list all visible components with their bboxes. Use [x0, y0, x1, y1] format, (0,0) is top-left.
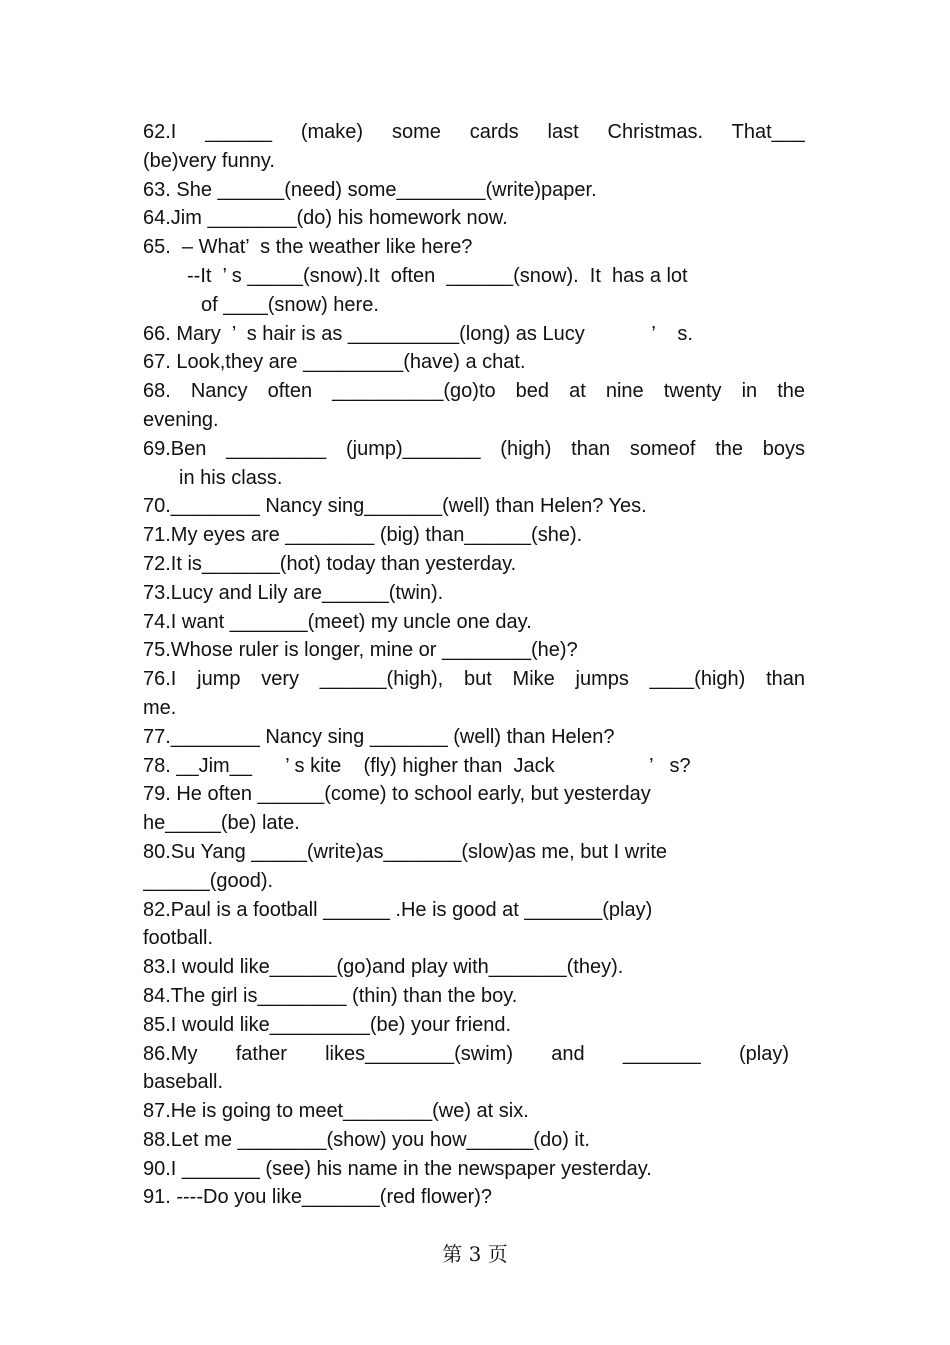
- exercise-line: 75.Whose ruler is longer, mine or ________(he)?: [143, 639, 578, 662]
- exercise-line: he_____(be) late.: [143, 812, 300, 835]
- exercise-list: [143, 118, 805, 1212]
- exercise-line: football.: [143, 927, 214, 950]
- exercise-line: 73.Lucy and Lily are______(twin).: [143, 581, 444, 604]
- exercise-line: 80.Su Yang _____(write)as_______(slow)as me, but I write: [143, 840, 667, 863]
- exercise-line: 82.Paul is a football ______ .He is good at _______(play): [143, 898, 653, 921]
- exercise-line: 74.I want _______(meet) my uncle one day.: [143, 610, 532, 633]
- exercise-line: 90.I _______ (see) his name in the newspaper yesterday.: [143, 1157, 652, 1180]
- exercise-line: 88.Let me ________(show) you how______(do) it.: [143, 1128, 590, 1151]
- exercise-line: 64.Jim ________(do) his homework now.: [143, 207, 508, 230]
- exercise-line: 62.I ______ (make) some cards last Christmas. That___: [143, 121, 805, 143]
- exercise-line: 84.The girl is________ (thin) than the boy.: [143, 984, 518, 1007]
- exercise-line: 67. Look,they are _________(have) a chat.: [143, 351, 526, 374]
- exercise-line: 85.I would like_________(be) your friend.: [143, 1013, 512, 1036]
- exercise-line: 91. ----Do you like_______(red flower)?: [143, 1186, 493, 1209]
- exercise-line: 78. __Jim__ ’ s kite (fly) higher than Jack ’ s?: [143, 754, 691, 777]
- exercise-line: 63. She ______(need) some________(write)paper.: [143, 178, 597, 201]
- page-number: 第 3 页: [442, 1242, 508, 1266]
- exercise-line: 79. He often ______(come) to school early, but yesterday: [143, 783, 651, 806]
- exercise-line: 69.Ben _________ (jump)_______ (high) than someof the boys: [143, 437, 805, 460]
- exercise-line: 71.My eyes are ________ (big) than______(she).: [143, 524, 583, 547]
- exercise-line: 77.________ Nancy sing _______ (well) than Helen?: [143, 725, 615, 748]
- exercise-line: 70.________ Nancy sing_______(well) than Helen? Yes.: [143, 495, 647, 518]
- exercise-line: 87.He is going to meet________(we) at six.: [143, 1100, 529, 1123]
- exercise-line: 65. – What’ s the weather like here?: [143, 236, 473, 259]
- exercise-line: 83.I would like______(go)and play with_______(they).: [143, 956, 624, 979]
- exercise-line: in his class.: [179, 466, 283, 489]
- exercise-line: 76.I jump very ______(high), but Mike jumps ____(high) than: [143, 668, 805, 691]
- exercise-line: 68. Nancy often __________(go)to bed at nine twenty in the: [143, 380, 805, 403]
- exercise-line: (be)very funny.: [143, 149, 275, 172]
- exercise-line: ______(good).: [143, 869, 274, 892]
- exercise-line: me.: [143, 696, 177, 719]
- exercise-line: evening.: [143, 408, 219, 431]
- exercise-line: 66. Mary ’ s hair is as __________(long) as Lucy ’ s.: [143, 322, 693, 345]
- exercise-line: 86.My father likes________(swim) and _______ (play): [143, 1042, 789, 1065]
- exercise-line: 72.It is_______(hot) today than yesterday.: [143, 552, 517, 575]
- exercise-line: --It ’ s _____(snow).It often ______(snow). It has a lot: [187, 264, 688, 287]
- exercise-line: of ____(snow) here.: [201, 293, 379, 316]
- exercise-line: baseball.: [143, 1071, 224, 1094]
